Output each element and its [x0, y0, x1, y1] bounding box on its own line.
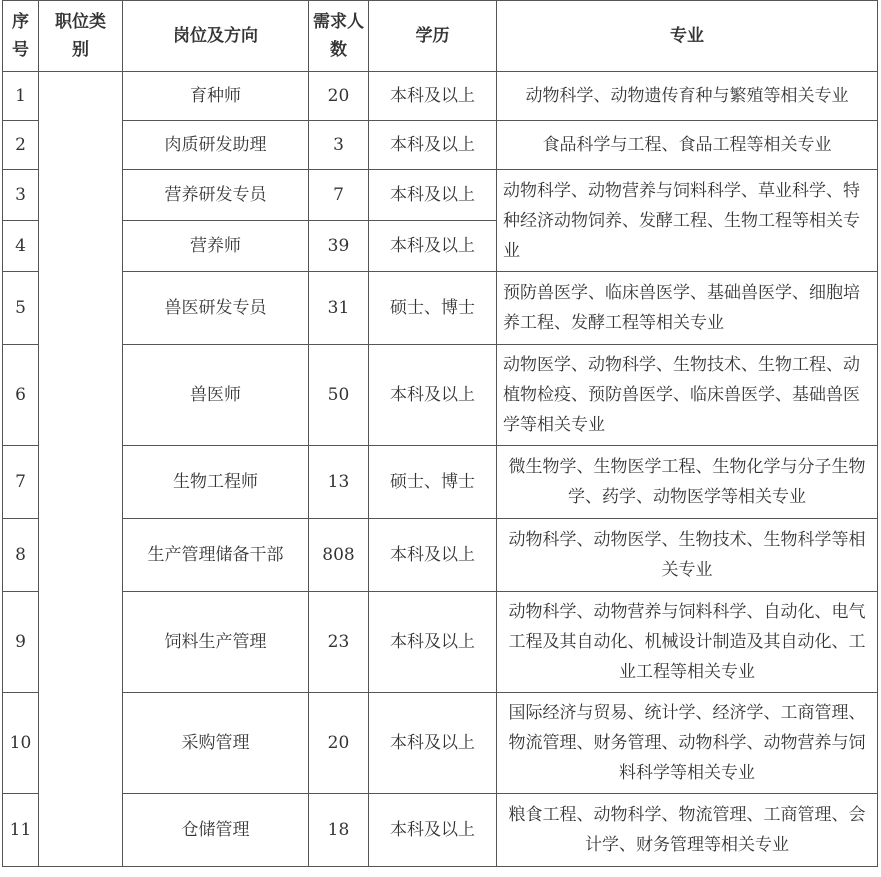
cell-education: 本科及以上 [369, 592, 497, 693]
cell-seq: 10 [3, 693, 39, 794]
cell-major: 微生物学、生物医学工程、生物化学与分子生物学、药学、动物医学等相关专业 [497, 446, 878, 519]
cell-seq: 3 [3, 170, 39, 221]
header-category: 职位类别 [39, 1, 123, 72]
cell-count: 13 [309, 446, 369, 519]
cell-position: 饲料生产管理 [123, 592, 309, 693]
cell-count: 3 [309, 121, 369, 170]
table-row [3, 794, 878, 867]
recruitment-table [2, 0, 878, 867]
cell-seq: 8 [3, 519, 39, 592]
cell-seq: 4 [3, 221, 39, 272]
table-row [3, 519, 878, 592]
cell-seq: 2 [3, 121, 39, 170]
header-position: 岗位及方向 [123, 1, 309, 72]
cell-major: 粮食工程、动物科学、物流管理、工商管理、会计学、财务管理等相关专业 [497, 794, 878, 867]
table-row [3, 345, 878, 446]
table-row [3, 592, 878, 693]
table-row [3, 72, 878, 121]
cell-major: 食品科学与工程、食品工程等相关专业 [497, 121, 878, 170]
cell-education: 本科及以上 [369, 794, 497, 867]
table-row [3, 170, 878, 221]
cell-education: 硕士、博士 [369, 446, 497, 519]
header-seq: 序号 [3, 1, 39, 72]
header-row [3, 1, 878, 72]
cell-count: 20 [309, 72, 369, 121]
cell-count: 39 [309, 221, 369, 272]
cell-position: 兽医研发专员 [123, 272, 309, 345]
cell-education: 本科及以上 [369, 693, 497, 794]
cell-major: 国际经济与贸易、统计学、经济学、工商管理、物流管理、财务管理、动物科学、动物营养与饲料科学等相关专业 [497, 693, 878, 794]
cell-seq: 11 [3, 794, 39, 867]
cell-count: 23 [309, 592, 369, 693]
cell-education: 硕士、博士 [369, 272, 497, 345]
cell-education: 本科及以上 [369, 170, 497, 221]
cell-position: 营养师 [123, 221, 309, 272]
cell-major: 动物科学、动物医学、生物技术、生物科学等相关专业 [497, 519, 878, 592]
cell-count: 18 [309, 794, 369, 867]
table-row [3, 121, 878, 170]
cell-seq: 1 [3, 72, 39, 121]
table-row [3, 446, 878, 519]
cell-major: 动物医学、动物科学、生物技术、生物工程、动植物检疫、预防兽医学、临床兽医学、基础兽医学等相关专业 [497, 345, 878, 446]
cell-seq: 6 [3, 345, 39, 446]
cell-position: 仓储管理 [123, 794, 309, 867]
cell-count: 20 [309, 693, 369, 794]
cell-position: 肉质研发助理 [123, 121, 309, 170]
cell-position: 兽医师 [123, 345, 309, 446]
cell-position: 生产管理储备干部 [123, 519, 309, 592]
cell-major: 动物科学、动物营养与饲料科学、草业科学、特种经济动物饲养、发酵工程、生物工程等相关专业 [497, 170, 878, 272]
cell-seq: 5 [3, 272, 39, 345]
cell-position: 生物工程师 [123, 446, 309, 519]
cell-education: 本科及以上 [369, 221, 497, 272]
cell-position: 采购管理 [123, 693, 309, 794]
cell-position: 育种师 [123, 72, 309, 121]
cell-count: 31 [309, 272, 369, 345]
cell-education: 本科及以上 [369, 72, 497, 121]
header-major: 专业 [497, 1, 878, 72]
cell-count: 808 [309, 519, 369, 592]
cell-seq: 7 [3, 446, 39, 519]
header-count: 需求人数 [309, 1, 369, 72]
cell-count: 7 [309, 170, 369, 221]
cell-education: 本科及以上 [369, 345, 497, 446]
cell-category-merged [39, 72, 123, 867]
cell-major: 预防兽医学、临床兽医学、基础兽医学、细胞培养工程、发酵工程等相关专业 [497, 272, 878, 345]
cell-position: 营养研发专员 [123, 170, 309, 221]
table-row [3, 693, 878, 794]
cell-seq: 9 [3, 592, 39, 693]
cell-count: 50 [309, 345, 369, 446]
table-row [3, 272, 878, 345]
cell-major: 动物科学、动物营养与饲料科学、自动化、电气工程及其自动化、机械设计制造及其自动化、工业工程等相关专业 [497, 592, 878, 693]
header-education: 学历 [369, 1, 497, 72]
cell-education: 本科及以上 [369, 121, 497, 170]
cell-major: 动物科学、动物遗传育种与繁殖等相关专业 [497, 72, 878, 121]
cell-education: 本科及以上 [369, 519, 497, 592]
